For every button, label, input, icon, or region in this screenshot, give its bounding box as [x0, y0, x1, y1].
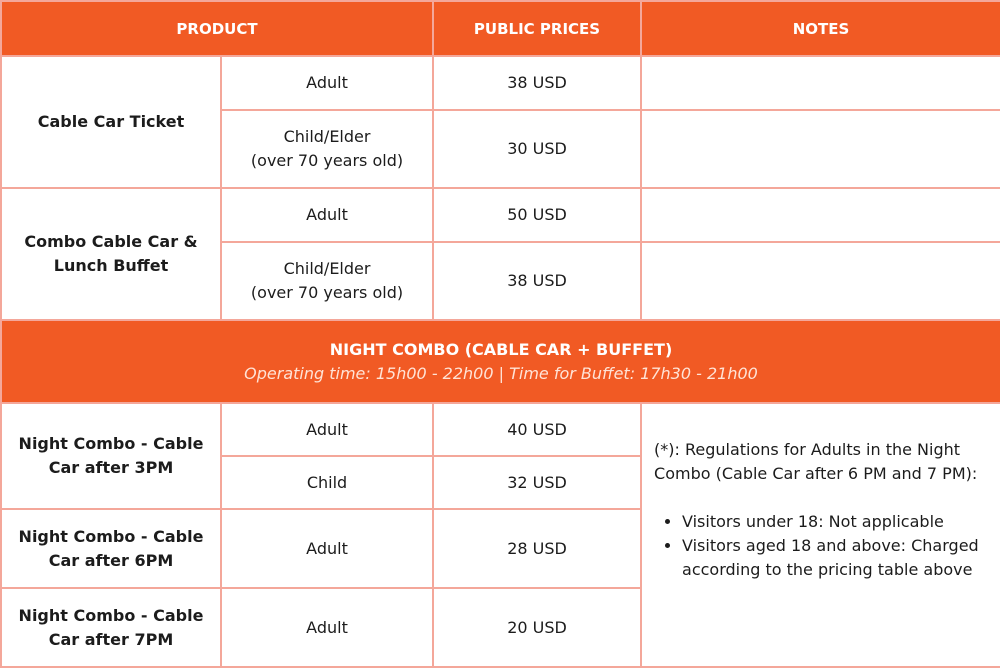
night-combo-notes: [641, 403, 1000, 667]
notes-intro: (*): Regulations for Adults in the Night Combo (Cable Car after 6 PM and 7 PM):: [654, 440, 978, 483]
product-combo-lunch: [1, 188, 221, 320]
table-row: [1, 188, 1000, 242]
night-combo-operating-time: Operating time: 15h00 - 22h00 | Time for Buffet: 17h30 - 21h00: [244, 363, 758, 383]
notes-cell-empty: [641, 188, 1000, 242]
ticket-type: Child: [221, 456, 433, 509]
product-night-7pm: [1, 588, 221, 667]
night-combo-banner: [1, 320, 1000, 403]
header-notes: NOTES: [641, 1, 1000, 56]
price-cell: 40 USD: [433, 403, 641, 456]
price-cell: 32 USD: [433, 456, 641, 509]
ticket-type-line: (over 70 years old): [250, 283, 404, 302]
ticket-type: [221, 242, 433, 320]
product-name-line: Night Combo - Cable: [18, 526, 204, 546]
price-cell: 28 USD: [433, 509, 641, 588]
night-combo-title: NIGHT COMBO (CABLE CAR + BUFFET): [329, 339, 673, 359]
header-public-prices: PUBLIC PRICES: [433, 1, 641, 56]
product-name-line: Car after 3PM: [48, 458, 174, 477]
table-row: [1, 56, 1000, 110]
product-name-line: Lunch Buffet: [53, 256, 169, 275]
product-name-line: Car after 6PM: [48, 550, 174, 570]
header-product: PRODUCT: [1, 1, 433, 56]
product-night-6pm: [1, 509, 221, 588]
night-combo-section-header: [1, 320, 1000, 403]
product-name-line: Night Combo - Cable: [18, 605, 204, 625]
price-cell: 20 USD: [433, 588, 641, 667]
header-row: [1, 1, 1000, 56]
ticket-type: Adult: [221, 588, 433, 667]
product-night-3pm: [1, 403, 221, 509]
product-name-line: Car after 7PM: [48, 629, 174, 649]
ticket-type-line: (over 70 years old): [250, 151, 404, 170]
notes-cell-empty: [641, 56, 1000, 110]
product-name-line: Combo Cable Car &: [24, 232, 198, 251]
product-cable-car-ticket: Cable Car Ticket: [1, 56, 221, 188]
table-row: [1, 403, 1000, 456]
ticket-type-line: Child/Elder: [283, 259, 371, 278]
ticket-type-line: Child/Elder: [283, 127, 371, 146]
ticket-type: Adult: [221, 188, 433, 242]
product-name-line: Night Combo - Cable: [18, 434, 204, 453]
notes-list: [654, 510, 988, 582]
ticket-type: Adult: [221, 56, 433, 110]
notes-cell-empty: [641, 242, 1000, 320]
price-cell: 38 USD: [433, 56, 641, 110]
notes-bullet: • Visitors aged 18 and above: Charged according to the pricing table above: [682, 534, 988, 582]
price-cell: 38 USD: [433, 242, 641, 320]
price-cell: 50 USD: [433, 188, 641, 242]
ticket-type: [221, 110, 433, 188]
ticket-type: Adult: [221, 403, 433, 456]
notes-bullet: • Visitors under 18: Not applicable: [682, 510, 988, 534]
notes-cell-empty: [641, 110, 1000, 188]
price-cell: 30 USD: [433, 110, 641, 188]
ticket-type: Adult: [221, 509, 433, 588]
